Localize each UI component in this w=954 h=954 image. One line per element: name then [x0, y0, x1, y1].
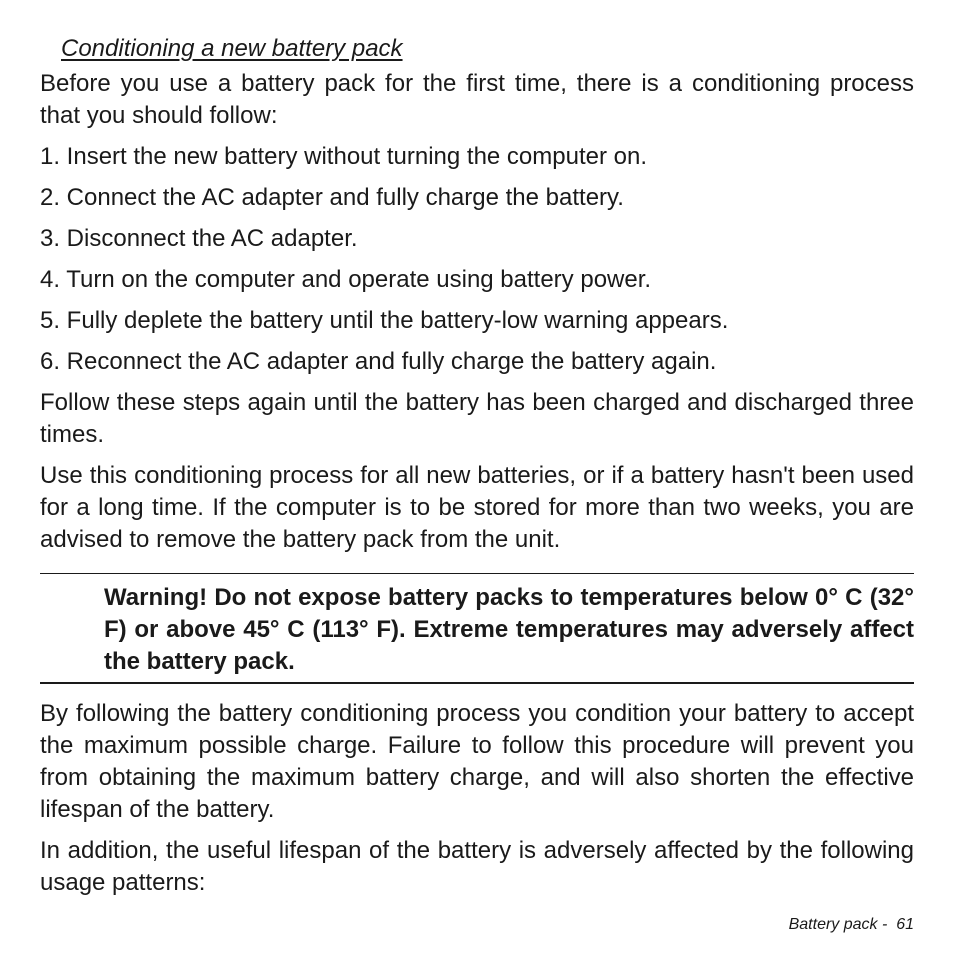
steps-list — [40, 141, 914, 378]
intro-paragraph: Before you use a battery pack for the first time, there is a conditioning process that you should follow: — [40, 70, 914, 129]
lifespan-paragraph: In addition, the useful lifespan of the battery is adversely affected by the following usage patterns: — [40, 837, 914, 896]
page-footer: Battery pack - 61 — [788, 916, 914, 933]
document-page — [40, 30, 914, 908]
warning-box — [40, 573, 914, 684]
benefit-paragraph: By following the battery conditioning process you condition your battery to accept the maximum possible charge. Failure to follow this procedure will prevent you from obtaining the maximum battery charge, and will also shorten the effective lifespan of the battery. — [40, 700, 914, 823]
step-item: 2. Connect the AC adapter and fully charge the battery. — [40, 184, 624, 211]
step-item: 6. Reconnect the AC adapter and fully charge the battery again. — [40, 348, 717, 375]
repeat-paragraph: Follow these steps again until the battery has been charged and discharged three times. — [40, 389, 914, 448]
section-heading: Conditioning a new battery pack — [61, 35, 403, 62]
warning-text: Warning! Do not expose battery packs to temperatures below 0° C (32° F) or above 45° C (113° F). Extreme temperatures may adversely affect the battery pack. — [104, 584, 914, 675]
step-item: 4. Turn on the computer and operate using battery power. — [40, 266, 652, 293]
step-item: 3. Disconnect the AC adapter. — [40, 225, 358, 252]
step-item: 1. Insert the new battery without turning the computer on. — [40, 143, 648, 170]
usage-paragraph: Use this conditioning process for all new batteries, or if a battery hasn't been used for a long time. If the computer is to be stored for more than two weeks, you are advised to remove the battery pack from the unit. — [40, 462, 914, 553]
step-item: 5. Fully deplete the battery until the battery-low warning appears. — [40, 307, 729, 334]
